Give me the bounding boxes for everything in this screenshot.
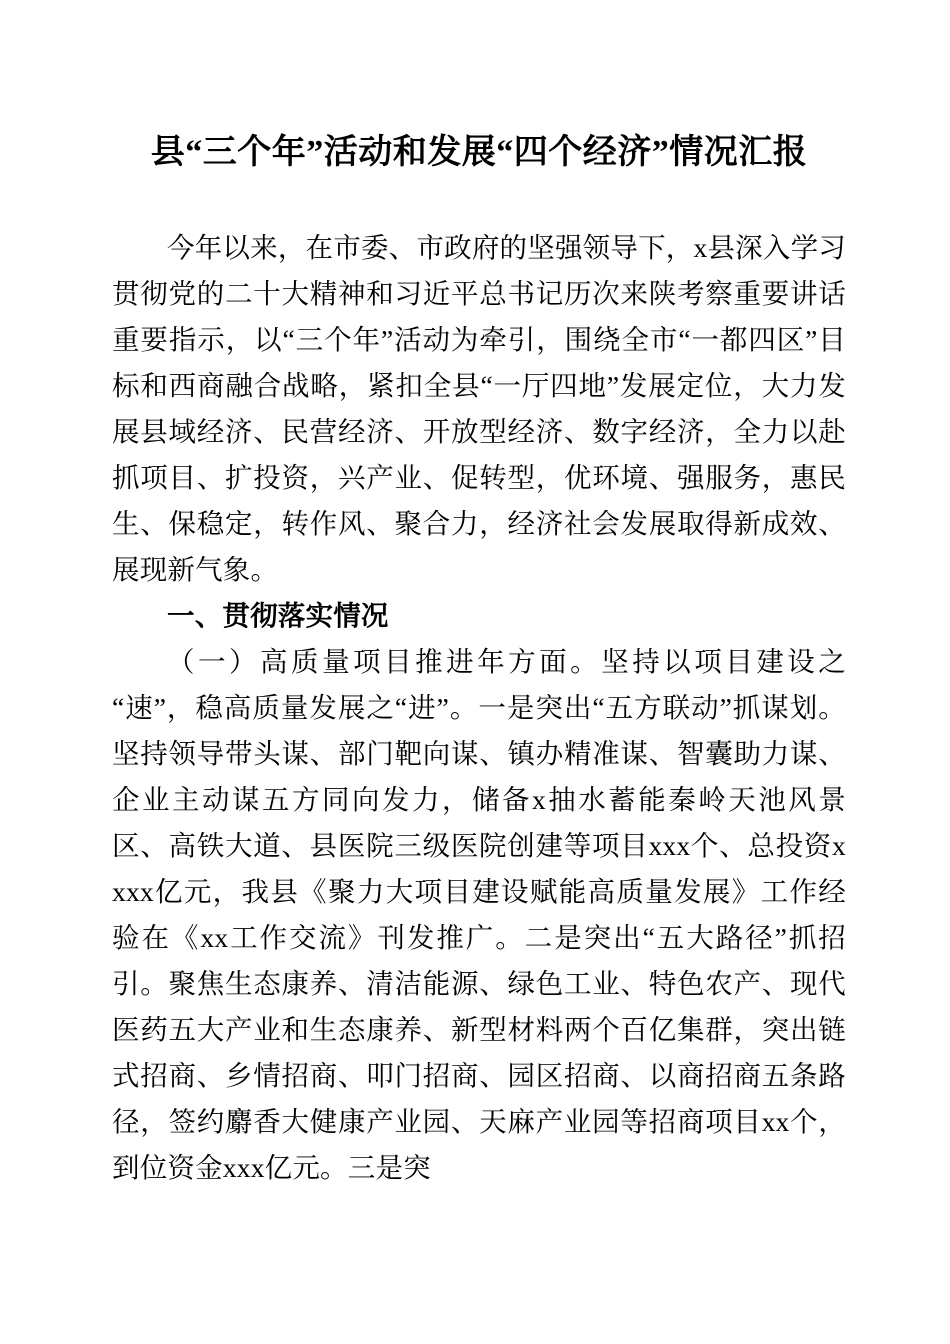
paragraph-intro: 今年以来，在市委、市政府的坚强领导下，x县深入学习贯彻党的二十大精神和习近平总书记历次来陕考察重要讲话重要指示，以“三个年”活动为牵引，围绕全市“一都四区”目标和西商融合战略，紧扣全县“一厅四地”发展定位，大力发展县域经济、民营经济、开放型经济、数字经济，全力以赴抓项目、扩投资，兴产业、促转型，优环境、强服务，惠民生、保稳定，转作风、聚合力，经济社会发展取得新成效、展现新气象。 bbox=[112, 232, 846, 585]
document-content bbox=[112, 0, 846, 1191]
section-heading-1: 一、贯彻落实情况 bbox=[167, 600, 389, 631]
page-title: 县“三个年”活动和发展“四个经济”情况汇报 bbox=[150, 134, 808, 171]
paragraph-section-1-1: （一）高质量项目推进年方面。坚持以项目建设之“速”，稳高质量发展之“进”。一是突出“五方联动”抓谋划。坚持领导带头谋、部门靶向谋、镇办精准谋、智囊助力谋、企业主动谋五方同向发力，储备x抽水蓄能秦岭天池风景区、高铁大道、县医院三级医院创建等项目xxx个、总投资xxxx亿元，我县《聚力大项目建设赋能高质量发展》工作经验在《xx工作交流》刊发推广。二是突出“五大路径”抓招引。聚焦生态康养、清洁能源、绿色工业、特色农产、现代医药五大产业和生态康养、新型材料两个百亿集群，突出链式招商、乡情招商、叩门招商、园区招商、以商招商五条路径，签约麝香大健康产业园、天麻产业园等招商项目xx个，到位资金xxx亿元。三是突 bbox=[112, 646, 846, 1183]
